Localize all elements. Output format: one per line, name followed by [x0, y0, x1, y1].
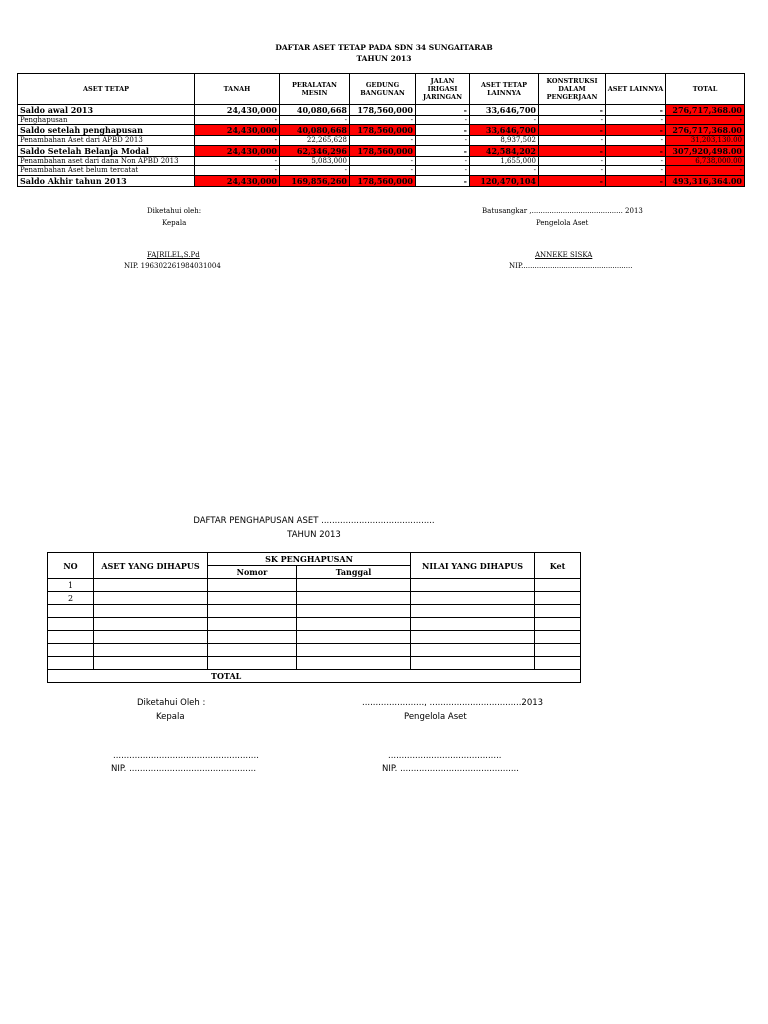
col-total: TOTAL: [666, 74, 745, 105]
row-cell: -: [470, 116, 539, 125]
row-cell: -: [350, 136, 416, 145]
asset-row: [18, 145, 745, 156]
row-cell: 33,646,700: [470, 125, 539, 136]
empty-cell: [94, 644, 208, 657]
empty-cell: [94, 618, 208, 631]
empty-cell: [94, 631, 208, 644]
sig1-known-by: Diketahui oleh:: [147, 207, 202, 215]
empty-cell: [297, 605, 411, 618]
empty-cell: [208, 644, 297, 657]
sig2-head-nip: NIP. ...............................................: [111, 764, 257, 774]
row-cell: -: [195, 136, 280, 145]
row-cell: -: [470, 166, 539, 175]
row-cell: 31,203,130.00: [666, 136, 745, 145]
empty-cell: [411, 631, 535, 644]
row-cell: 178,560,000: [350, 145, 416, 156]
empty-cell: [535, 631, 581, 644]
empty-cell: [297, 618, 411, 631]
empty-cell: [94, 592, 208, 605]
penghapusan-table: [47, 552, 581, 683]
total-label: TOTAL: [48, 670, 581, 683]
row-label: Saldo Akhir tahun 2013: [18, 175, 195, 186]
row-label: Saldo awal 2013: [18, 105, 195, 116]
col-aset-lainnya: ASET LAINNYA: [606, 74, 666, 105]
report-year: TAHUN 2013: [356, 54, 412, 63]
row-cell: -: [416, 156, 470, 165]
asset-row: [18, 136, 745, 145]
row-cell: -: [539, 125, 606, 136]
row-cell: -: [539, 116, 606, 125]
sig2-known-by: Diketahui Oleh :: [137, 698, 206, 708]
col-tanggal: Tanggal: [297, 566, 411, 579]
row-cell: -: [539, 136, 606, 145]
row-cell: -: [350, 116, 416, 125]
col-nilai-dihapus: NILAI YANG DIHAPUS: [411, 553, 535, 579]
row-label: Penghapusan: [18, 116, 195, 125]
row-cell: 1,655,000: [470, 156, 539, 165]
report-title: DAFTAR ASET TETAP PADA SDN 34 SUNGAITARAB: [275, 43, 493, 52]
row-cell: 169,856,260: [280, 175, 350, 186]
row-number: [48, 657, 94, 670]
row-cell: -: [416, 136, 470, 145]
row-cell: 24,430,000: [195, 175, 280, 186]
row-cell: -: [539, 105, 606, 116]
empty-cell: [94, 605, 208, 618]
empty-cell: [94, 657, 208, 670]
row-cell: -: [606, 116, 666, 125]
row-cell: -: [195, 116, 280, 125]
row-number: 2: [48, 592, 94, 605]
sig2-manager-title: Pengelola Aset: [404, 712, 467, 722]
row-cell: -: [606, 156, 666, 165]
empty-cell: [297, 579, 411, 592]
sig1-head-name: FAJRILEL,S.Pd: [147, 251, 200, 259]
col-aset-tetap: ASET TETAP: [18, 74, 195, 105]
row-label: Penambahan aset dari dana Non APBD 2013: [18, 156, 195, 165]
penghapusan-row: [48, 605, 581, 618]
empty-cell: [208, 618, 297, 631]
row-label: Penambahan Aset belum tercatat: [18, 166, 195, 175]
asset-row: [18, 175, 745, 186]
empty-cell: [535, 605, 581, 618]
empty-cell: [411, 605, 535, 618]
row-number: [48, 644, 94, 657]
row-cell: -: [606, 136, 666, 145]
row-cell: 22,265,628: [280, 136, 350, 145]
col-nomor: Nomor: [208, 566, 297, 579]
col-jalan-irigasi: JALAN IRIGASI JARINGAN: [416, 74, 470, 105]
sig2-head-title: Kepala: [156, 712, 185, 722]
row-cell: -: [350, 166, 416, 175]
sig1-head-nip: NIP. 196302261984031004: [124, 262, 221, 270]
row-label: Saldo Setelah Belanja Modal: [18, 145, 195, 156]
row-cell: -: [606, 175, 666, 186]
row-cell: 120,470,104: [470, 175, 539, 186]
row-cell: 42,584,202: [470, 145, 539, 156]
sig1-manager-name: ANNEKE SISKA: [535, 251, 593, 259]
empty-cell: [411, 592, 535, 605]
penghapusan-row: [48, 618, 581, 631]
row-cell: 178,560,000: [350, 105, 416, 116]
asset-row: [18, 116, 745, 125]
row-cell: -: [416, 175, 470, 186]
empty-cell: [411, 657, 535, 670]
penghapusan-row: [48, 579, 581, 592]
row-cell: -: [416, 166, 470, 175]
penghapusan-row: [48, 592, 581, 605]
row-cell: 62,346,296: [280, 145, 350, 156]
empty-cell: [535, 657, 581, 670]
sig1-manager-title: Pengelola Aset: [536, 219, 589, 227]
row-cell: 40,080,668: [280, 105, 350, 116]
row-cell: -: [416, 105, 470, 116]
row-cell: 178,560,000: [350, 125, 416, 136]
row-cell: 6,738,000.00: [666, 156, 745, 165]
penghapusan-title: DAFTAR PENGHAPUSAN ASET ..........................................: [193, 516, 435, 526]
empty-cell: [297, 657, 411, 670]
col-asset-dihapus: ASET YANG DIHAPUS: [94, 553, 208, 579]
row-cell: -: [195, 166, 280, 175]
empty-cell: [411, 579, 535, 592]
row-cell: -: [539, 175, 606, 186]
empty-cell: [535, 592, 581, 605]
asset-row: [18, 166, 745, 175]
asset-row: [18, 105, 745, 116]
row-number: [48, 618, 94, 631]
penghapusan-row: [48, 631, 581, 644]
row-cell: 40,080,668: [280, 125, 350, 136]
empty-cell: [94, 579, 208, 592]
row-cell: -: [606, 125, 666, 136]
col-peralatan-mesin: PERALATAN MESIN: [280, 74, 350, 105]
col-gedung-bangunan: GEDUNG BANGUNAN: [350, 74, 416, 105]
row-cell: 276,717,368.00: [666, 125, 745, 136]
col-sk-penghapusan: SK PENGHAPUSAN: [208, 553, 411, 566]
sig1-head-title: Kepala: [162, 219, 187, 227]
row-cell: -: [416, 116, 470, 125]
row-cell: -: [416, 125, 470, 136]
row-cell: 307,920,498.00: [666, 145, 745, 156]
empty-cell: [297, 644, 411, 657]
empty-cell: [297, 631, 411, 644]
col-ket: Ket: [535, 553, 581, 579]
empty-cell: [535, 579, 581, 592]
empty-cell: [297, 592, 411, 605]
row-number: [48, 631, 94, 644]
sig2-manager-nip: NIP. ............................................: [382, 764, 519, 774]
row-cell: 5,083,000: [280, 156, 350, 165]
row-cell: -: [195, 156, 280, 165]
row-cell: -: [606, 166, 666, 175]
penghapusan-row: [48, 657, 581, 670]
row-cell: -: [539, 156, 606, 165]
row-cell: 8,937,502: [470, 136, 539, 145]
penghapusan-header-row: [48, 553, 581, 566]
row-cell: -: [606, 105, 666, 116]
empty-cell: [208, 605, 297, 618]
sig2-head-name-line: ......................................................: [113, 751, 259, 761]
col-aset-tetap-lainnya: ASET TETAP LAINNYA: [470, 74, 539, 105]
row-cell: -: [666, 166, 745, 175]
row-cell: 24,430,000: [195, 145, 280, 156]
row-cell: -: [539, 145, 606, 156]
penghapusan-row: [48, 644, 581, 657]
empty-cell: [208, 631, 297, 644]
col-no: NO: [48, 553, 94, 579]
row-cell: -: [280, 166, 350, 175]
row-cell: 276,717,368.00: [666, 105, 745, 116]
asset-row: [18, 125, 745, 136]
row-number: 1: [48, 579, 94, 592]
asset-table: [17, 73, 745, 187]
row-number: [48, 605, 94, 618]
col-konstruksi: KONSTRUKSI DALAM PENGERJAAN: [539, 74, 606, 105]
empty-cell: [208, 592, 297, 605]
empty-cell: [208, 657, 297, 670]
empty-cell: [411, 618, 535, 631]
row-cell: -: [606, 145, 666, 156]
row-cell: -: [280, 116, 350, 125]
empty-cell: [411, 644, 535, 657]
asset-table-header: [18, 74, 745, 105]
sig1-place-date: Batusangkar ,......................................... 2013: [482, 207, 643, 215]
row-label: Penambahan Aset dari APBD 2013: [18, 136, 195, 145]
empty-cell: [535, 618, 581, 631]
row-cell: 493,316,364.00: [666, 175, 745, 186]
sig1-manager-nip: NIP..................................................: [509, 262, 633, 270]
row-cell: 24,430,000: [195, 105, 280, 116]
row-cell: 33,646,700: [470, 105, 539, 116]
col-tanah: TANAH: [195, 74, 280, 105]
row-cell: 178,560,000: [350, 175, 416, 186]
empty-cell: [535, 644, 581, 657]
row-cell: -: [350, 156, 416, 165]
row-cell: 24,430,000: [195, 125, 280, 136]
asset-row: [18, 156, 745, 165]
empty-cell: [208, 579, 297, 592]
sig2-place-date: ......................., ..................................2013: [362, 698, 544, 708]
row-cell: -: [539, 166, 606, 175]
sig2-manager-name-line: ..........................................: [388, 751, 502, 761]
row-cell: -: [416, 145, 470, 156]
penghapusan-year: TAHUN 2013: [287, 530, 341, 540]
penghapusan-total-row: [48, 670, 581, 683]
row-label: Saldo setelah penghapusan: [18, 125, 195, 136]
row-cell: -: [666, 116, 745, 125]
